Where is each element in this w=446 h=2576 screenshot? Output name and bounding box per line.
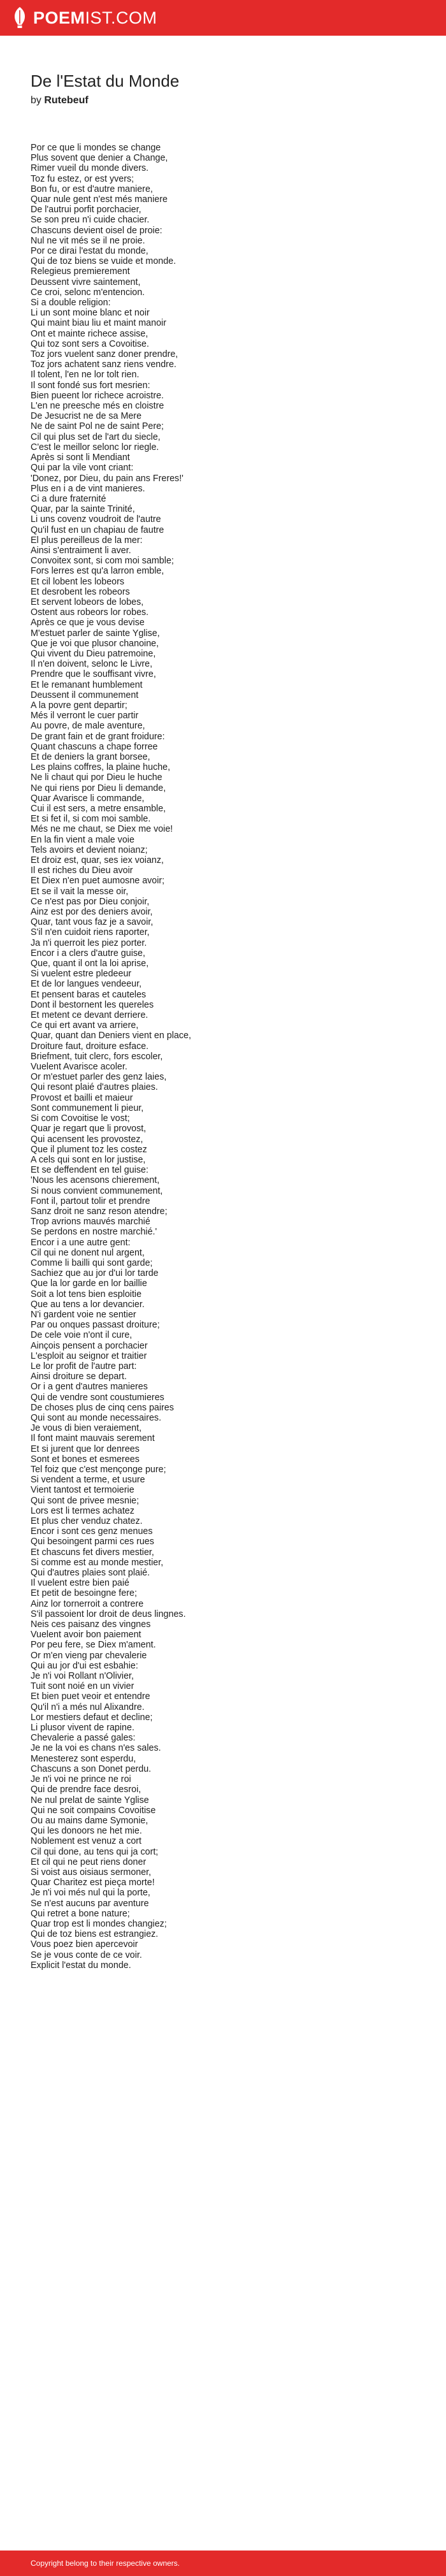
poem-line: Que au tens a lor devancier. [31, 1299, 145, 1310]
poem-line: Ou au mains dame Symonie, [31, 1815, 148, 1826]
poem-line: Qui de toz biens se vuide et monde. [31, 256, 176, 267]
poem-line: Quar trop est li mondes changiez; [31, 1918, 167, 1929]
poem-line: Et pensent baras et cauteles [31, 989, 147, 1000]
poem-line: Et metent ce devant derriere. [31, 1010, 148, 1021]
poem-line: Briefment, tuit clerc, fors escoler, [31, 1051, 163, 1062]
poem-line: Et de lor langues vendeeur, [31, 979, 142, 990]
poem-line: Que, quant il ont la loi aprise, [31, 959, 149, 969]
poem-line: N'i gardent voie ne sentier [31, 1309, 136, 1320]
poem-line: Et de deniers la grant borsee, [31, 751, 150, 762]
poem-line: Ja n'i querroit les piez porter. [31, 937, 147, 948]
poem-line: Droiture faut, droiture esface. [31, 1041, 149, 1052]
poem-line: Més il verront le cuer partir [31, 711, 139, 721]
poem-line: Si nous convient communement, [31, 1185, 163, 1196]
poem-line: Je n'i voi Rollant n'Olivier, [31, 1671, 134, 1682]
poem-line: Et chascuns fet divers mestier, [31, 1547, 154, 1558]
poem-line: Après ce que je vous devise [31, 618, 145, 628]
poem-line: L'esploit au seignor et traitier [31, 1350, 147, 1361]
poem-line: Quar nule gent n'est més maniere [31, 194, 168, 205]
poem-line: Il est riches du Dieu avoir [31, 865, 133, 876]
poem-line: Que je voi que plusor chanoine, [31, 638, 159, 649]
logo-text-light: IST.COM [85, 8, 157, 27]
poem-line: Que il plument toz les costez [31, 1144, 147, 1155]
site-logo[interactable] [11, 6, 157, 29]
poem-line: M'estuet parler de sainte Yglise, [31, 628, 160, 639]
poem-line: Bien pueent lor richece acroistre. [31, 390, 164, 401]
poem-line: Neis ces paisanz des vingnes [31, 1619, 151, 1630]
poem-line: Quar je regart que li provost, [31, 1124, 147, 1134]
poem-line: Qui besoingent parmi ces rues [31, 1537, 154, 1547]
poem-line: Tel foiz que c'est mençonge pure; [31, 1465, 166, 1475]
byline-prefix: by [31, 95, 45, 106]
poem-line: Rimer vueil du monde divers. [31, 163, 149, 174]
poem-line: Lor mestiers defaut et decline; [31, 1712, 153, 1723]
poem-line: Et si fet il, si com moi samble. [31, 814, 151, 825]
poem-line: Soit a lot tens bien esploitie [31, 1289, 142, 1299]
poem-line: Cil qui done, au tens qui ja cort; [31, 1846, 159, 1857]
poem-line: Si a double religion: [31, 298, 111, 308]
poem-line: Ainsi droiture se depart. [31, 1371, 127, 1382]
quill-icon [11, 6, 28, 29]
poem-line: Par ou onques passast droiture; [31, 1320, 160, 1331]
poem-line: Menesterez sont esperdu, [31, 1753, 136, 1764]
poem-line: Si voist aus oisiaus sermoner, [31, 1867, 152, 1878]
poem-line: Or m'en vieng par chevalerie [31, 1650, 147, 1661]
poem-line: Ce qui ert avant va arriere, [31, 1020, 139, 1031]
poem-line: Tuit sont noié en un vivier [31, 1681, 134, 1692]
poem-line: Convoitex sont, si com moi samble; [31, 556, 174, 567]
poem-line: Qui resont plaié d'autres plaies. [31, 1082, 158, 1093]
poem-line: Vuelent Avarisce acoler. [31, 1062, 127, 1073]
poem-line: Li uns covenz voudroit de l'autre [31, 514, 161, 525]
poem-line: Il vuelent estre bien paié [31, 1578, 129, 1589]
poem-line: Il tolent, l'en ne lor tolt rien. [31, 370, 140, 380]
poem-line: Por peu fere, se Diex m'ament. [31, 1640, 156, 1651]
poem-line: Et Diex n'en puet aumosne avoir; [31, 876, 165, 886]
poem-line: Ci a dure fraternité [31, 493, 106, 504]
poem-line: De Jesucrist ne de sa Mere [31, 411, 142, 422]
poem-line: Et cil lobent les lobeors [31, 576, 125, 587]
poem-line: Ne de saint Pol ne de saint Pere; [31, 421, 164, 432]
poem-line: Je n'i voi ne prince ne roi [31, 1774, 131, 1785]
poem-line: Ont et mainte richece assise, [31, 328, 148, 339]
poem-line: Je n'i voi més nul qui la porte, [31, 1888, 150, 1899]
poem-line: Qui ne soit compains Covoitise [31, 1805, 156, 1816]
poem-line: Chevalerie a passé gales: [31, 1733, 136, 1744]
poem-line: Ne nul prelat de sainte Yglise [31, 1795, 149, 1805]
poem-line: Sanz droit ne sanz reson atendre; [31, 1206, 168, 1217]
poem-line: Sont et bones et esmerees [31, 1454, 140, 1465]
site-header [0, 0, 446, 36]
poem-line: Se n'est aucuns par aventure [31, 1898, 149, 1909]
poem-line: Qui de vendre sont coustumieres [31, 1392, 164, 1403]
poem-line: Tels avoirs et devient noianz; [31, 844, 148, 855]
poem-line: S'il n'en cuidoit riens raporter, [31, 927, 150, 938]
poem-line: Qui sont de privee mesnie; [31, 1495, 140, 1506]
poem-line: Qui d'autres plaies sont plaié. [31, 1568, 150, 1579]
poem-line: Prendre que le souffisant vivre, [31, 669, 156, 680]
poem-line: Je ne la voi es chans n'es sales. [31, 1743, 161, 1754]
poem-line: Se perdons en nostre marchié.' [31, 1227, 157, 1238]
poem-line: A la povre gent departir; [31, 700, 127, 711]
poem-line: Comme li bailli qui sont garde; [31, 1257, 153, 1268]
poem-line: Deussent vivre saintement, [31, 277, 141, 287]
poem-line: Si com Covoitise le vost; [31, 1113, 130, 1124]
poem-line: Si vendent a terme, et usure [31, 1475, 145, 1486]
poem-line: Sont communement li pieur, [31, 1103, 144, 1113]
poem-line: Encor i a clers d'autre guise, [31, 948, 145, 959]
poem-line: Chascuns a son Donet perdu. [31, 1763, 152, 1774]
poem-line: L'en ne preesche més en cloistre [31, 401, 164, 412]
poem-line: 'Nous les acensons chierement, [31, 1175, 160, 1186]
poem-line: Qui maint biau liu et maint manoir [31, 318, 166, 329]
poem-line: Ce croi, selonc m'entencion. [31, 287, 145, 298]
poem-line: Chascuns devient oisel de proie: [31, 225, 162, 236]
poem-line: Il n'en doivent, selonc le Livre, [31, 659, 153, 670]
poem-line: Se son preu n'i cuide chacier. [31, 215, 150, 226]
poem-body [31, 143, 413, 1971]
poem-line: Et petit de besoingne fere; [31, 1588, 137, 1599]
poem-line: Encor i sont ces genz menues [31, 1526, 153, 1537]
poem-line: Qui de toz biens est estrangiez. [31, 1929, 159, 1940]
poem-line: Et se il vait la messe oir, [31, 886, 129, 897]
poem-line: Ne li chaut qui por Dieu le huche [31, 772, 162, 783]
site-footer [0, 2551, 446, 2576]
poem-line: Vous poez bien apercevoir [31, 1939, 138, 1950]
poem-line: Li un sont moine blanc et noir [31, 308, 150, 319]
poem-line: Deussent il communement [31, 690, 139, 700]
poem-line: Provost et bailli et maieur [31, 1092, 133, 1103]
poem-line: Au povre, de male aventure, [31, 721, 145, 732]
poem-line: Qui toz sont sers a Covoitise. [31, 338, 149, 349]
poem-line: Quar, tant vous faz je a savoir, [31, 917, 154, 928]
logo-text-strong: POEM [33, 8, 85, 27]
poem-line: Cui il est sers, a metre ensamble, [31, 804, 166, 814]
poem-line: Relegieus premierement [31, 266, 130, 277]
poem-line: Quar Charitez est pieça morte! [31, 1878, 155, 1888]
poem-line: Qui vivent du Dieu patremoine, [31, 648, 156, 659]
poem-line: De cele voie n'ont il cure, [31, 1330, 133, 1341]
poem-line: Il font maint mauvais serement [31, 1433, 155, 1444]
poem-byline [31, 94, 413, 107]
poem-line: Et desrobent les robeors [31, 586, 130, 597]
poem-line: Qui les donoors ne het mie. [31, 1826, 142, 1837]
poem-line: 'Donez, por Dieu, du pain ans Freres!' [31, 473, 183, 484]
poem-line: Por ce dirai l'estat du monde, [31, 246, 148, 257]
poem-line: Et plus cher venduz chatez. [31, 1516, 143, 1527]
poem-line: Quar, quant dan Deniers vient en place, [31, 1031, 191, 1041]
poem-line: Et cil qui ne peut riens doner [31, 1856, 147, 1867]
poem-line: Cil qui plus set de l'art du siecle, [31, 431, 161, 442]
poem-line: Font il, partout tolir et prendre [31, 1196, 150, 1206]
poem-line: Or m'estuet parler des genz laies, [31, 1072, 167, 1083]
poem-line: El plus pereilleus de la mer: [31, 535, 143, 546]
poem-line: Por ce que li mondes se change [31, 143, 161, 153]
poem-line: Trop avrions mauvés marchié [31, 1217, 150, 1227]
poem-line: C'est le meillor selonc lor riegle. [31, 442, 159, 452]
poem-line: Ainz est por des deniers avoir, [31, 907, 153, 918]
poem-line: Plus sovent que denier a Change, [31, 153, 168, 164]
poem-line: Qui par la vile vont criant: [31, 463, 134, 474]
poem-line: Et droiz est, quar, ses iex voianz, [31, 855, 164, 866]
poem-line: Nul ne vit més se il ne proie. [31, 235, 145, 246]
poem-line: Qui au jor d'ui est esbahie: [31, 1660, 138, 1671]
poem-line: De l'autrui porfit porchacier, [31, 205, 141, 215]
poem-line: De choses plus de cinq cens paires [31, 1402, 174, 1413]
poem-line: Et le remanant humblement [31, 679, 143, 690]
poem-line: Et se deffendent en tel guise: [31, 1165, 148, 1176]
poem-author-link[interactable]: Rutebeuf [44, 95, 89, 106]
poem-line: Ostent aus robeors lor robes. [31, 607, 149, 618]
poem-line: Ainz lor tornerroit a contrere [31, 1598, 144, 1609]
poem-line: En la fin vient a male voie [31, 834, 134, 845]
poem-line: Ainçois pensent a porchacier [31, 1340, 148, 1351]
poem-line: Bon fu, or est d'autre maniere, [31, 184, 153, 194]
poem-line: Cil qui ne donent nul argent, [31, 1247, 145, 1258]
poem-line: Et bien puet veoir et entendre [31, 1691, 150, 1702]
poem-line: Après si sont li Mendiant [31, 452, 130, 463]
poem-line: Noblement est venuz a cort [31, 1836, 142, 1847]
poem-line: Quar, par la sainte Trinité, [31, 504, 135, 515]
poem-line: Et si jurent que lor denrees [31, 1444, 140, 1454]
poem-line: Ainsi s'entraiment li aver. [31, 545, 131, 556]
poem-line: Fors lerres est qu'a larron emble, [31, 566, 164, 577]
poem-line: Sachiez que au jor d'ui lor tarde [31, 1268, 159, 1279]
poem-line: Le lor profit de l'autre part: [31, 1361, 137, 1371]
poem-line: Dont il bestornent les quereles [31, 999, 154, 1010]
poem-line: Que la lor garde en lor baillie [31, 1278, 147, 1289]
poem-line: Si vuelent estre pledeeur [31, 969, 132, 980]
poem-line: Qui retret a bone nature; [31, 1908, 130, 1919]
poem-line: Qui de prendre face desroi, [31, 1784, 141, 1795]
poem-line: Se je vous conte de ce voir. [31, 1950, 142, 1960]
poem-line: Lors est li termes achatez [31, 1505, 134, 1516]
poem-line: Or i a gent d'autres manieres [31, 1382, 148, 1393]
poem-line: Si comme est au monde mestier, [31, 1557, 164, 1568]
poem-line: Il sont fondé sus fort mesrien: [31, 380, 150, 391]
poem-line: Ne qui riens por Dieu li demande, [31, 783, 166, 793]
poem-line: Qui sont au monde necessaires. [31, 1412, 162, 1423]
poem-title: De l'Estat du Monde [31, 71, 180, 90]
poem-line: Quar Avarisce li commande, [31, 793, 145, 804]
poem-line: Qu'il n'i a més nul Alixandre. [31, 1702, 145, 1712]
poem-line: Je vous di bien veraiement, [31, 1423, 142, 1434]
poem-line: S'il passoient lor droit de deus lingnes. [31, 1609, 186, 1619]
poem-content [31, 71, 413, 1971]
poem-line: Toz jors achatent sanz riens vendre. [31, 359, 176, 370]
poem-line: Toz jors vuelent sanz doner prendre, [31, 349, 178, 360]
poem-line: De grant fain et de grant froidure: [31, 731, 165, 742]
poem-line: Vient tantost et termoierie [31, 1485, 134, 1496]
poem-line: Li plusor vivent de rapine. [31, 1723, 134, 1733]
poem-line: Et servent lobeors de lobes, [31, 597, 144, 607]
poem-line: Quant chascuns a chape forree [31, 741, 158, 752]
poem-line: Ce n'est pas por Dieu conjoir, [31, 896, 150, 907]
poem-line: Les plains coffres, la plaine huche, [31, 762, 171, 773]
poem-line: A cels qui sont en lor justise, [31, 1154, 146, 1165]
poem-line: Toz fu estez, or est yvers; [31, 173, 134, 184]
copyright-text: Copyright belong to their respective owners. [31, 2559, 180, 2568]
poem-line: Explicit l'estat du monde. [31, 1960, 131, 1971]
poem-line: Vuelent avoir bon paiement [31, 1630, 141, 1640]
poem-line: Qui acensent les provostez, [31, 1134, 143, 1145]
poem-line: Més ne me chaut, se Diex me voie! [31, 824, 173, 835]
poem-line: Encor i a une autre gent: [31, 1237, 131, 1248]
poem-line: Plus en i a de vint manieres. [31, 483, 145, 494]
poem-line: Qu'il fust en un chapiau de fautre [31, 525, 164, 535]
